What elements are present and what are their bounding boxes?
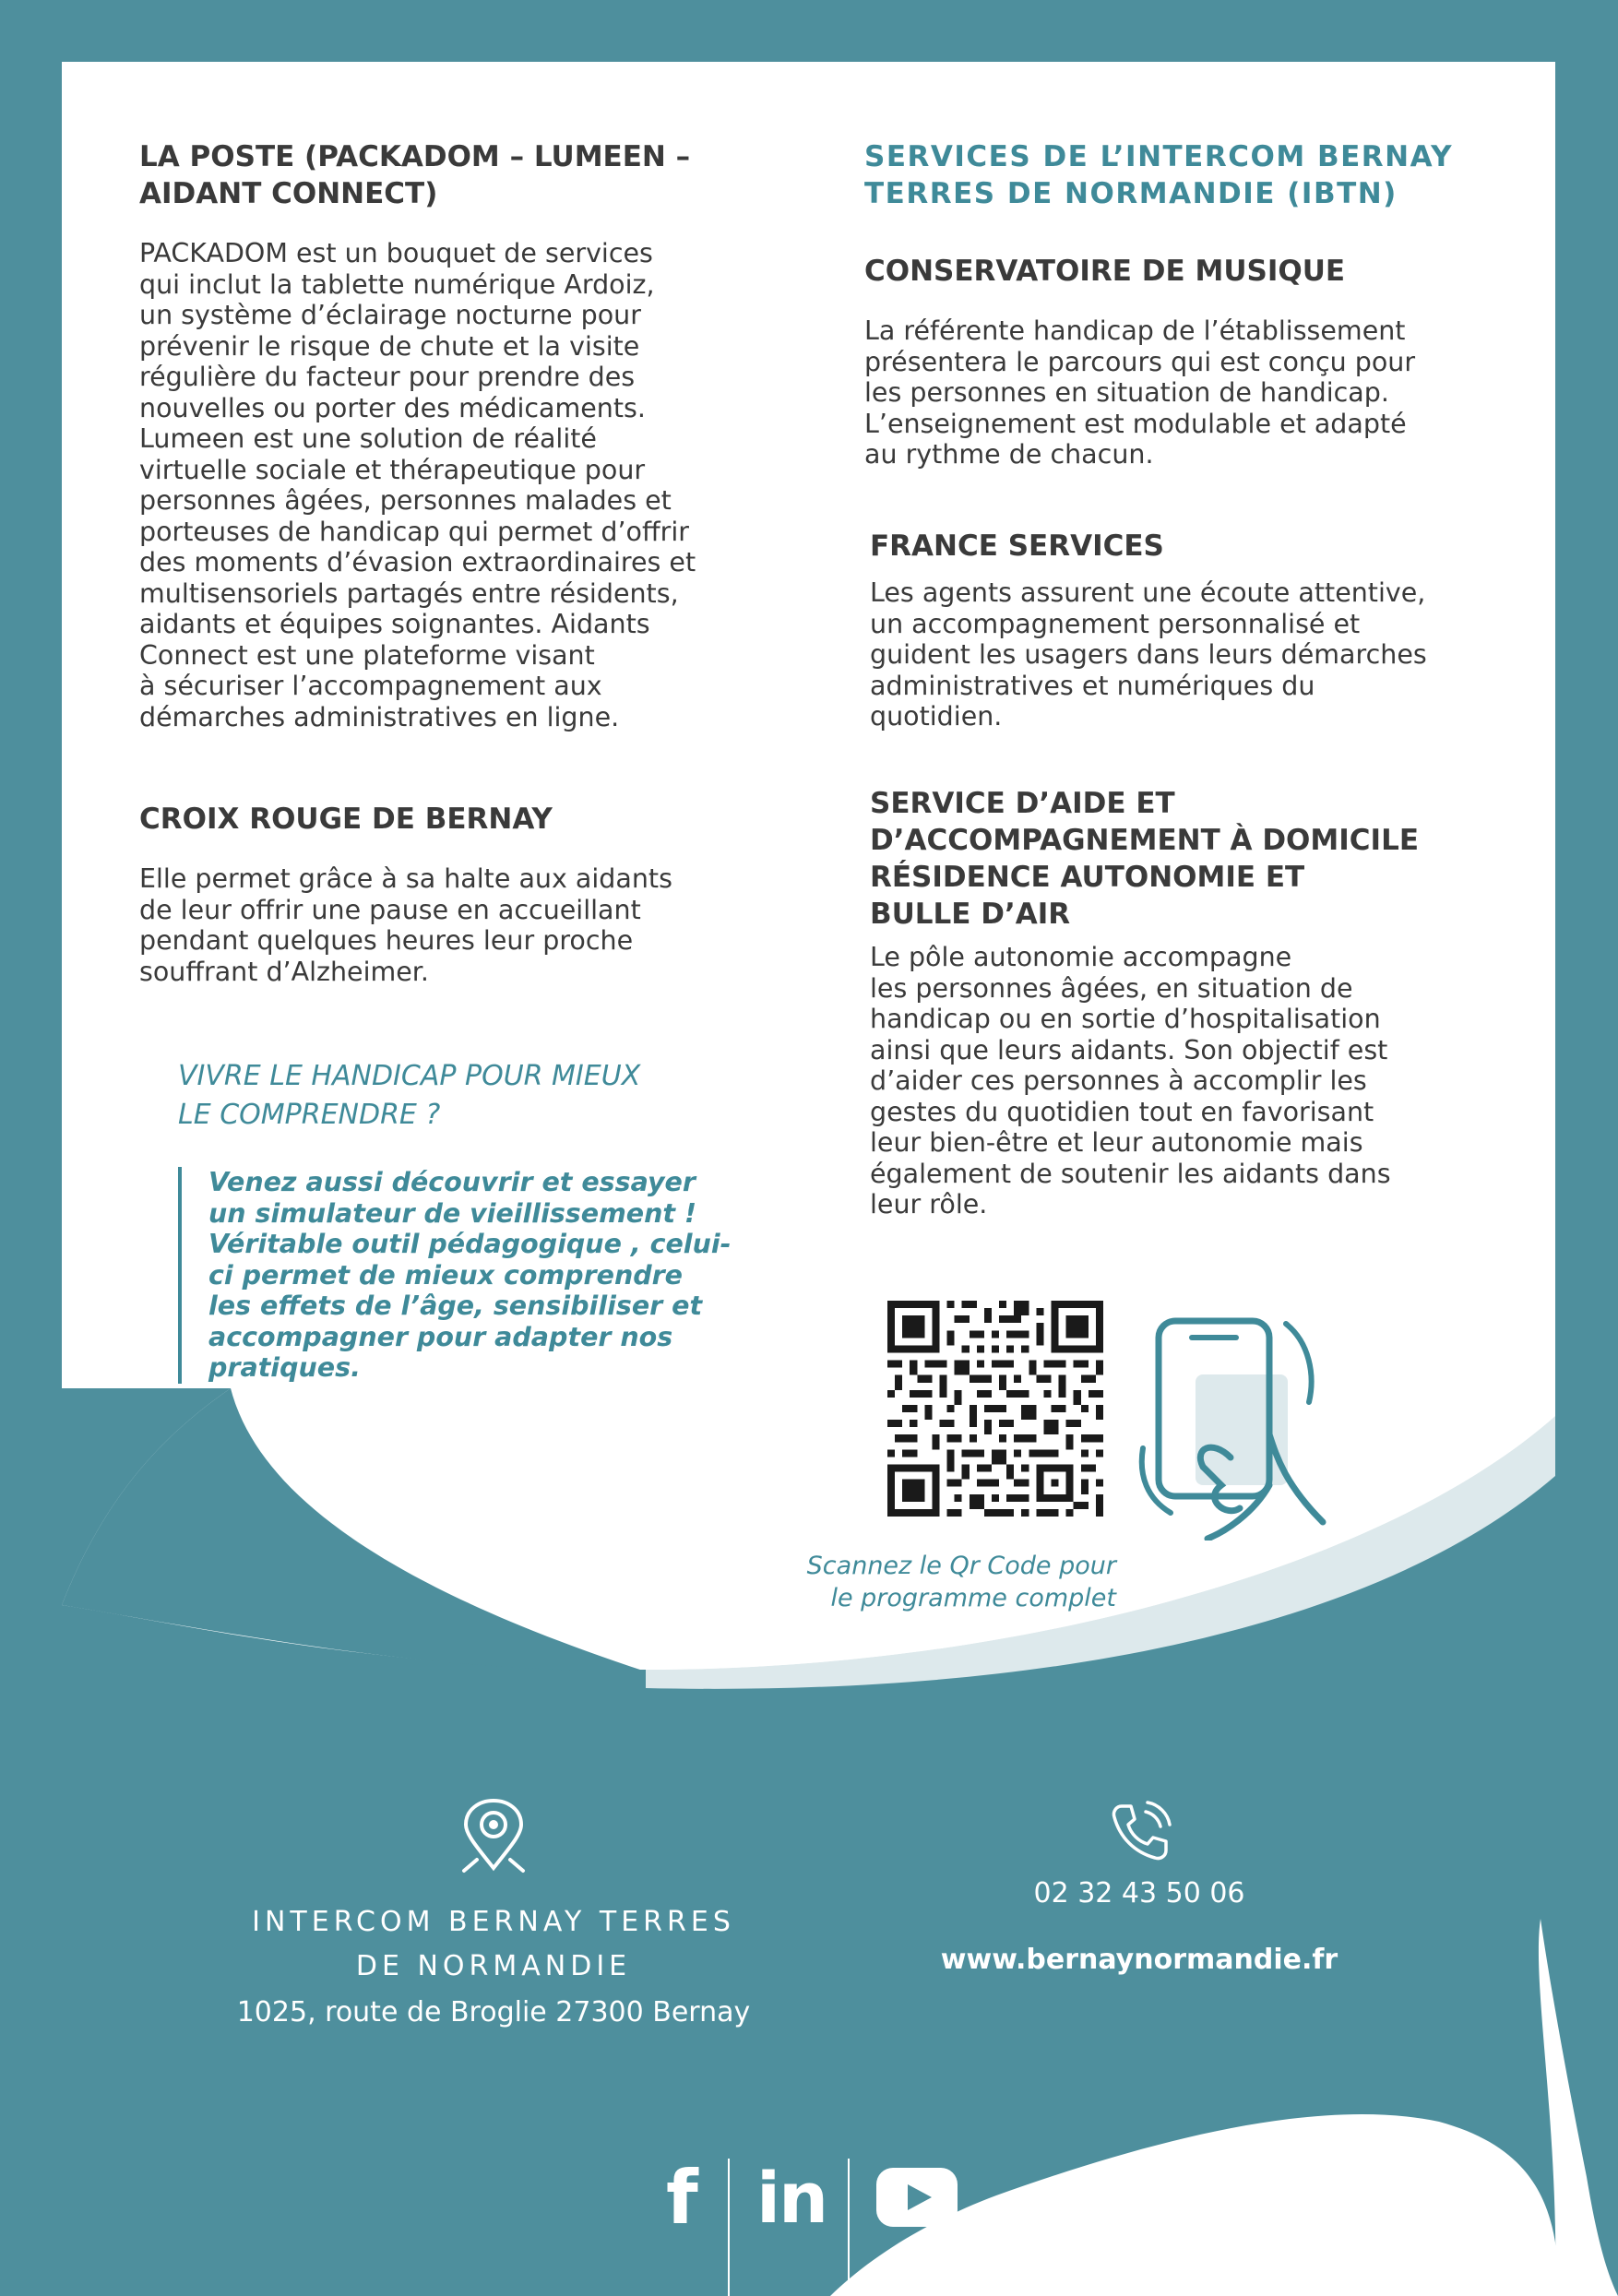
poste-section xyxy=(139,138,785,732)
conservatoire-line: les personnes en situation de handicap. xyxy=(864,377,1389,408)
france-services-section xyxy=(870,528,1534,732)
poste-line: PACKADOM est un bouquet de services xyxy=(139,238,653,268)
org-address: 1025, route de Broglie 27300 Bernay xyxy=(236,1996,751,2028)
quote-title-line-2: LE COMPRENDRE ? xyxy=(178,1099,441,1131)
poste-line: des moments d’évasion extraordinaires et xyxy=(139,547,696,577)
quote-line: pratiques. xyxy=(208,1352,361,1383)
org-block xyxy=(175,1900,812,2031)
contact-block xyxy=(909,1875,1370,1979)
saad-line: les personnes âgées, en situation de xyxy=(870,972,1353,1004)
saad-section xyxy=(870,785,1534,1220)
quote-line: Venez aussi découvrir et essayer xyxy=(208,1167,696,1197)
saad-line: Le pôle autonomie accompagne xyxy=(870,942,1292,972)
quote-section xyxy=(178,1057,768,1135)
croix-line: souffrant d’Alzheimer. xyxy=(139,956,429,987)
conservatoire-line: présentera le parcours qui est conçu pour xyxy=(864,346,1416,377)
saad-line: d’aider ces personnes à accomplir les xyxy=(870,1065,1367,1096)
poste-line: virtuelle sociale et thérapeutique pour xyxy=(139,454,646,485)
france-services-line: quotidien. xyxy=(870,701,1003,732)
saad-line: leur bien-être et leur autonomie mais xyxy=(870,1127,1363,1158)
conservatoire-line: La référente handicap de l’établissement xyxy=(864,315,1406,346)
croix-line: Elle permet grâce à sa halte aux aidants xyxy=(139,863,672,894)
poste-body xyxy=(139,238,785,732)
conservatoire-line: L’enseignement est modulable et adapté xyxy=(864,408,1407,439)
france-services-line: administratives et numériques du xyxy=(870,670,1315,701)
phone-icon xyxy=(1107,1799,1173,1865)
france-services-line: guident les usagers dans leurs démarches xyxy=(870,639,1427,670)
saad-title-line: SERVICE D’AIDE ET xyxy=(870,787,1175,820)
quote-line: accompagner pour adapter nos xyxy=(208,1321,673,1352)
qr-caption xyxy=(738,1550,1116,1614)
poste-line: personnes âgées, personnes malades et xyxy=(139,485,672,516)
quote-title-line-1: VIVRE LE HANDICAP POUR MIEUX xyxy=(178,1060,641,1092)
org-name-line-2: DE NORMANDIE xyxy=(355,1950,632,1982)
qr-caption-line-1: Scannez le Qr Code pour xyxy=(806,1552,1116,1580)
qr-caption-line-2: le programme complet xyxy=(830,1584,1116,1612)
facebook-icon[interactable]: f xyxy=(666,2155,698,2241)
saad-title-line: BULLE D’AIR xyxy=(870,898,1071,931)
poste-line: à sécuriser l’accompagnement aux xyxy=(139,671,602,701)
phone-hand-icon xyxy=(1138,1301,1332,1541)
phone-number[interactable]: 02 32 43 50 06 xyxy=(1033,1877,1245,1909)
conservatoire-section xyxy=(864,253,1529,470)
poste-line: Lumeen est une solution de réalité xyxy=(139,423,597,454)
quote-line: les effets de l’âge, sensibiliser et xyxy=(208,1291,703,1321)
ibtn-title-line-2: TERRES DE NORMANDIE (IBTN) xyxy=(864,177,1398,210)
poste-line: un système d’éclairage nocturne pour xyxy=(139,300,641,330)
france-services-title: FRANCE SERVICES xyxy=(870,529,1164,563)
poste-line: régulière du facteur pour prendre des xyxy=(139,362,636,392)
linkedin-icon[interactable]: in xyxy=(756,2157,827,2239)
saad-title-line: RÉSIDENCE AUTONOMIE ET xyxy=(870,861,1305,894)
quote-body xyxy=(178,1167,799,1384)
quote-line: un simulateur de vieillissement ! xyxy=(208,1197,696,1229)
croix-line: pendant quelques heures leur proche xyxy=(139,925,634,956)
saad-line: handicap ou en sortie d’hospitalisation xyxy=(870,1004,1381,1034)
france-services-line: Les agents assurent une écoute attentive, xyxy=(870,577,1426,608)
croix-title: CROIX ROUGE DE BERNAY xyxy=(139,803,553,836)
saad-line: ainsi que leurs aidants. Son objectif est xyxy=(870,1034,1388,1065)
youtube-icon[interactable] xyxy=(876,2168,958,2227)
poste-line: démarches administratives en ligne. xyxy=(139,701,620,732)
ibtn-title-line-1: SERVICES DE L’INTERCOM BERNAY xyxy=(864,140,1454,173)
qr-code[interactable] xyxy=(887,1301,1103,1517)
poste-line: qui inclut la tablette numérique Ardoiz, xyxy=(139,268,655,300)
quote-line: ci permet de mieux comprendre xyxy=(208,1259,684,1291)
org-name-line-1: INTERCOM BERNAY TERRES xyxy=(252,1906,735,1938)
saad-line: également de soutenir les aidants dans xyxy=(870,1158,1391,1189)
poste-line: nouvelles ou porter des médicaments. xyxy=(139,392,646,423)
poste-line: prévenir le risque de chute et la visite xyxy=(139,330,640,362)
location-pin-icon xyxy=(457,1799,530,1877)
conservatoire-line: au rythme de chacun. xyxy=(864,439,1154,470)
website-link[interactable]: www.bernaynormandie.fr xyxy=(940,1944,1338,1976)
quote-line: Véritable outil pédagogique , celui- xyxy=(208,1229,732,1259)
poste-title-line-1: LA POSTE (PACKADOM – LUMEEN – xyxy=(139,140,691,173)
saad-line: leur rôle. xyxy=(870,1189,988,1219)
poste-title-line-2: AIDANT CONNECT) xyxy=(139,177,438,210)
conservatoire-title: CONSERVATOIRE DE MUSIQUE xyxy=(864,255,1346,288)
saad-title-line: D’ACCOMPAGNEMENT À DOMICILE xyxy=(870,824,1420,857)
saad-line: gestes du quotidien tout en favorisant xyxy=(870,1096,1374,1127)
poste-line: Connect est une plateforme visant xyxy=(139,639,595,671)
croix-section xyxy=(139,801,785,987)
poste-line: multisensoriels partagés entre résidents, xyxy=(139,577,679,609)
poste-line: aidants et équipes soignantes. Aidants xyxy=(139,609,650,639)
france-services-line: un accompagnement personnalisé et xyxy=(870,608,1361,639)
poste-line: porteuses de handicap qui permet d’offrir xyxy=(139,516,689,547)
ibtn-section-title xyxy=(864,138,1529,212)
croix-line: de leur offrir une pause en accueillant xyxy=(139,894,641,925)
